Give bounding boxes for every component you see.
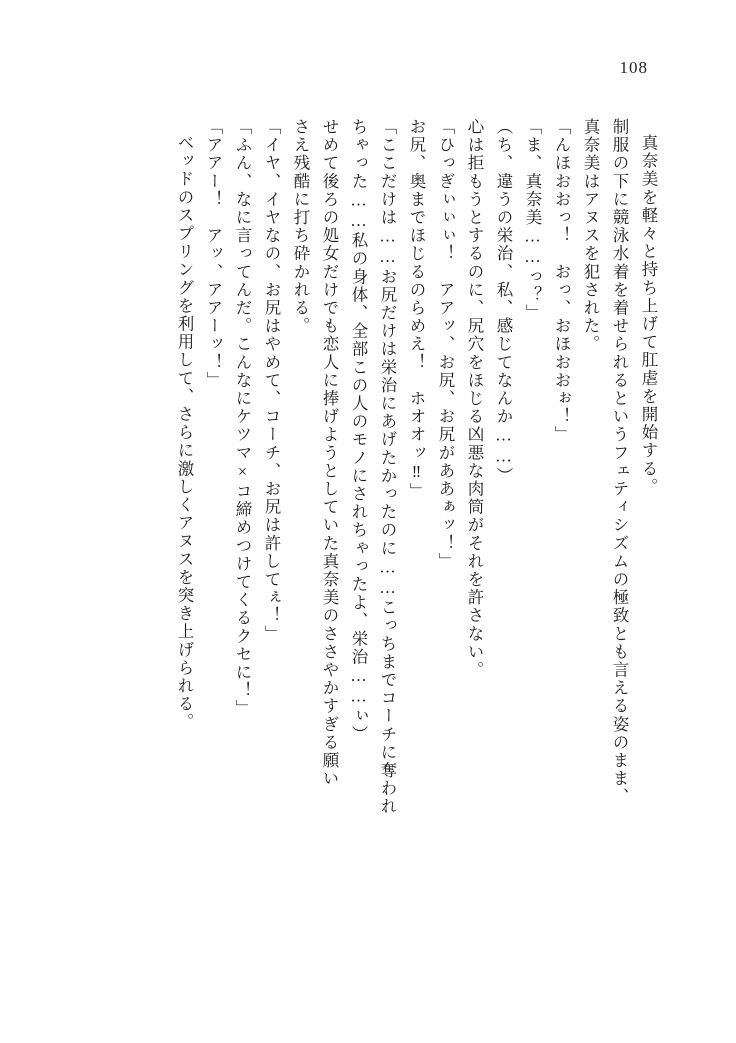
text-line: 「アアー！ アッ、アアーッ！」	[204, 118, 223, 390]
page-number: 108	[619, 58, 648, 77]
text-line: 真奈美はアヌスを犯された。	[581, 118, 600, 354]
text-line: （ち、違うの栄治、私、感じてなんか……）	[494, 118, 513, 485]
text-line: お尻、奥までほじるのらめえ！ ホオオッ‼」	[407, 118, 426, 501]
text-line: 「ま、真奈美……っ？」	[523, 118, 542, 323]
text-line: 「ふん、なに言ってんだ。こんなにケツマ×コ締めつけてくるクセに！」	[233, 118, 252, 718]
text-line: 制服の下に競泳水着を着せられるというフェティシズムの極致とも言える姿のまま、	[610, 118, 629, 806]
text-line: 「イヤ、イヤなの、お尻はやめて、コーチ、お尻は許してぇ！」	[262, 118, 281, 643]
text-line: 真奈美を軽々と持ち上げて肛虐を開始する。	[639, 134, 658, 496]
text-line: ベッドのスプリングを利用して、さらに激しくアヌスを突き上げられる。	[175, 134, 194, 732]
text-line: 心は拒もうとするのに、尻穴をほじる凶悪な肉筒がそれを許さない。	[465, 118, 484, 680]
vertical-text-body	[80, 118, 656, 908]
text-line: さえ残酷に打ち砕かれる。	[291, 118, 310, 336]
text-line: せめて後ろの処女だけでも恋人に捧げようとしていた真奈美のささやかすぎる願い	[320, 118, 339, 788]
text-line: ちゃった……私の身体、全部この人のモノにされちゃったよ、栄治……ぃ）	[349, 118, 368, 744]
text-line: 「んほおおっ！ おっ、おほおおぉ！」	[552, 118, 571, 444]
text-line: 「ここだけは……お尻だけは栄治にあげたかったのに……こっちまでコーチに奪われ	[378, 118, 397, 816]
text-line: 「ひっぎぃぃぃ！ アアッ、お尻、お尻がああぁッ！」	[436, 118, 455, 571]
